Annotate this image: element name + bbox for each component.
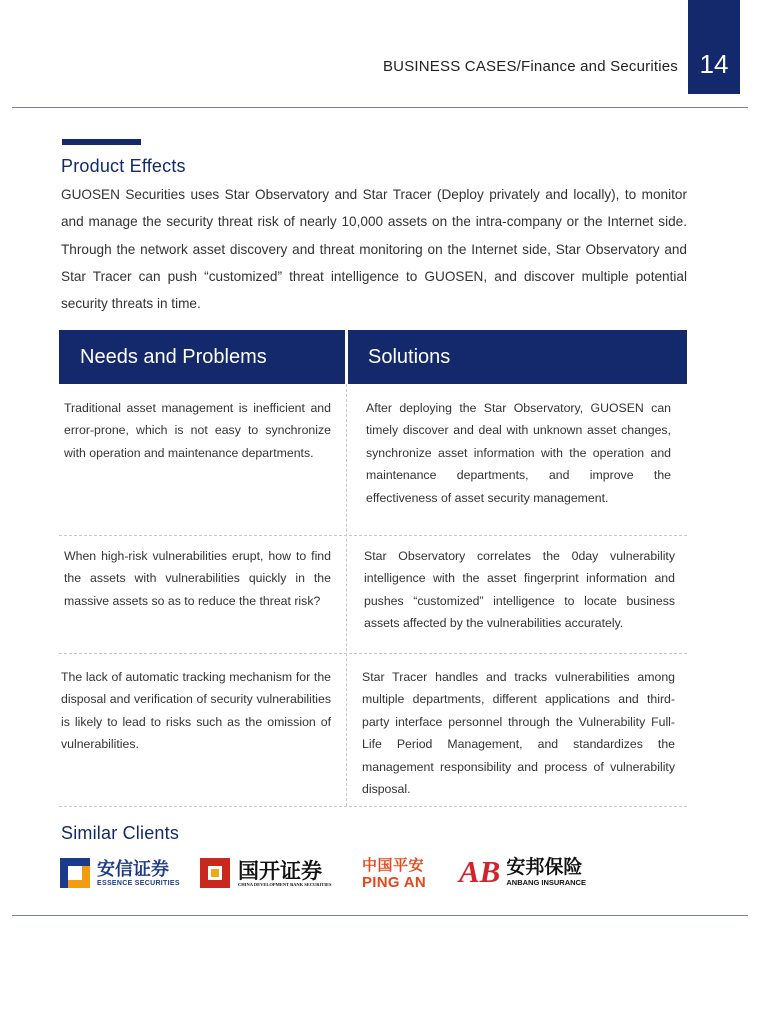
needs-header <box>59 330 345 384</box>
section-accent-bar <box>62 139 141 145</box>
page-number: 14 <box>699 49 729 79</box>
table-row-3-need: The lack of automatic tracking mechanism for the disposal and verification of security vulnerabilities is likely to lead to risks such as the omission of vulnerabilities. <box>61 670 331 752</box>
similar-clients-title: Similar Clients <box>61 823 180 843</box>
product-effects-title: Product Effects <box>61 156 186 176</box>
essence-logo-en: ESSENCE SECURITIES <box>97 879 180 887</box>
anbang-ab-mark: AB <box>459 854 501 889</box>
needs-header-label: Needs and Problems <box>80 345 267 368</box>
table-bottom-divider <box>59 806 687 807</box>
cdb-securities-logo <box>200 858 332 888</box>
essence-logo-cn: 安信证券 <box>97 858 169 880</box>
product-effects-body: GUOSEN Securities uses Star Observatory and Star Tracer (Deploy privately and locally), to monitor and manage the security threat risk of nearly 10,000 assets on the intra-company or the Internet side. Through the network asset discovery and threat monitoring on the Internet side, Star Observatory and Star Tracer can push “customized” threat intelligence to GUOSEN, and discover multiple potential security threats in time. <box>61 187 687 312</box>
row-divider <box>59 535 687 536</box>
footer-divider <box>12 915 748 916</box>
table-row-2-solution: Star Observatory correlates the 0day vulnerability intelligence with the asset fingerprint information and pushes “customized” intelligence to locate business assets affected by the vulnerabilities accurately. <box>364 549 675 631</box>
pingan-logo <box>362 857 426 891</box>
table-row-1-need: Traditional asset management is inefficient and error-prone, which is not easy to synchronize with operation and maintenance departments. <box>64 401 331 460</box>
essence-square-icon <box>60 858 90 888</box>
table-row-2-need: When high-risk vulnerabilities erupt, how to find the assets with vulnerabilities quickly in the massive assets so as to reduce the threat risk? <box>64 549 331 608</box>
table-row-1-solution: After deploying the Star Observatory, GUOSEN can timely discover and deal with unknown asset changes, synchronize asset information with the operation and maintenance departments, and improve the effectiveness of asset security management. <box>366 401 671 505</box>
page-number-tab <box>688 0 740 94</box>
anbang-insurance-logo <box>459 855 586 889</box>
client-logos <box>0 855 760 895</box>
table-row-3-solution: Star Tracer handles and tracks vulnerabilities among multiple departments, different applications and third-party interface personnel through the Vulnerability Full-Life Period Management, and standardizes the management responsibility and process of vulnerability disposal. <box>362 670 675 797</box>
essence-securities-logo <box>60 858 180 888</box>
anbang-logo-cn: 安邦保险 <box>506 856 583 878</box>
solutions-header <box>348 330 687 384</box>
column-divider <box>346 384 347 806</box>
anbang-logo-en: ANBANG INSURANCE <box>506 878 586 887</box>
pingan-logo-cn: 中国平安 <box>362 856 425 874</box>
cdb-square-icon <box>200 858 230 888</box>
solutions-header-label: Solutions <box>368 345 451 368</box>
pingan-logo-en: PING AN <box>362 874 427 891</box>
cdb-logo-cn: 国开证券 <box>238 857 322 883</box>
header-divider <box>12 107 748 108</box>
cdb-logo-en: CHINA DEVELOPMENT BANK SECURITIES <box>238 881 332 887</box>
header-title: BUSINESS CASES/Finance and Securities <box>382 58 678 75</box>
row-divider <box>59 653 687 654</box>
